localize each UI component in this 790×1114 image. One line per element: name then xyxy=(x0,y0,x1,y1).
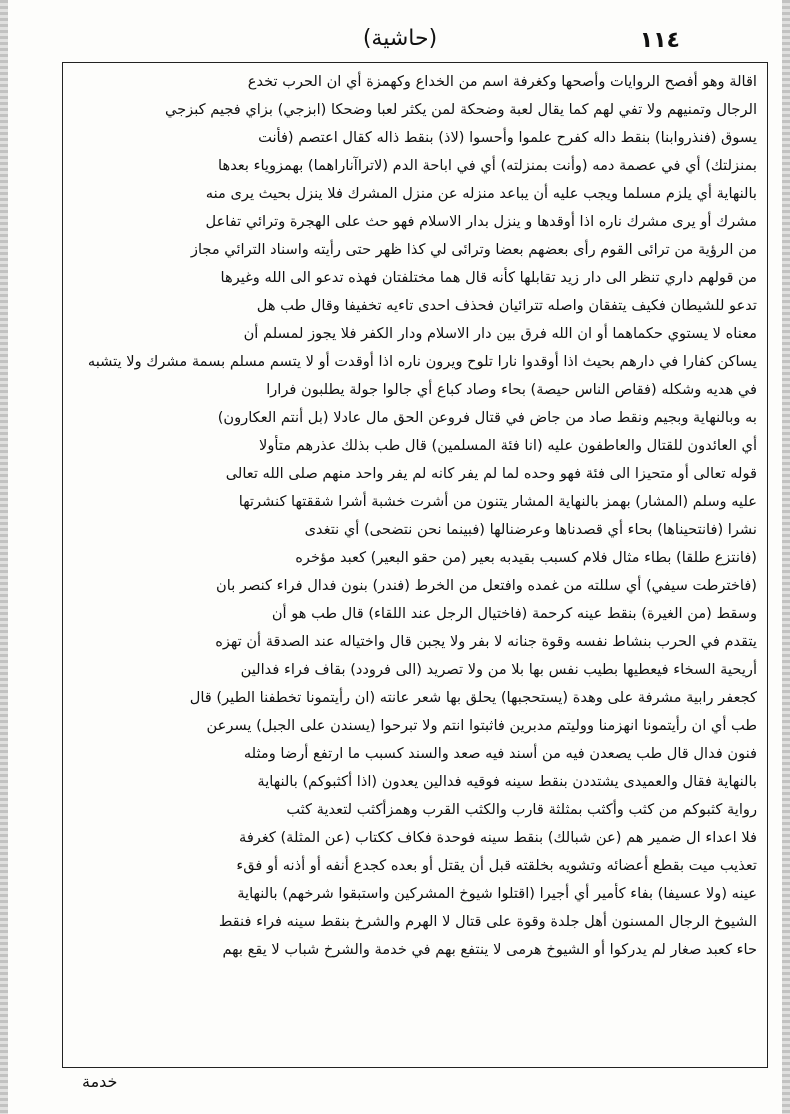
text-line: في هديه وشكله (فقاص الناس حيصة) بحاء وصاد كباع أي جالوا جولة يطلبون فرارا xyxy=(266,381,757,398)
text-line: كجعفر رابية مشرفة على وهدة (يستحجبها) يحلق بها شعر عانته (ان رأيتمونا تخطفنا الطير) قال xyxy=(189,689,757,706)
text-line: (فاخترطت سيفي) أي سللته من غمده وافتعل من الخرط (فندر) بنون فدال فراء كنصر بان xyxy=(216,577,757,594)
text-line: يتقدم في الحرب بنشاط نفسه وقوة جنانه لا بفر ولا يجبن قال واختياله عند الصدقة أن تهزه xyxy=(215,633,757,650)
text-body xyxy=(73,68,757,1061)
text-line: الرجال وتمنيهم ولا تفي لهم كما يقال لعبة وضحكة لمن يكثر لعبا وضحكا (ابزجي) بزاي فجيم كبزجي xyxy=(165,101,757,118)
text-frame xyxy=(62,62,768,1068)
text-line: طب أي ان رأيتمونا انهزمنا ووليتم مدبرين فاثبتوا انتم ولا تبرحوا (يسندن على الجبل) يسرعن xyxy=(206,717,757,734)
text-line: يساكن كفارا في دارهم بحيث اذا أوقدوا نارا تلوح ويرون ناره اذا أوقدت أو لا يتسم مسلم بسمة مشرك ولا يتشبه xyxy=(87,353,757,370)
scan-edge-left xyxy=(0,0,8,1114)
text-line: بالنهاية فقال والعميدى يشتددن بنقط سينه فوقيه فدالين يعدون (اذا أكثبوكم) بالنهاية xyxy=(257,773,757,790)
text-line: مشرك أو يرى مشرك ناره اذا أوقدها و ينزل بدار الاسلام فهو حث على الهجرة وترائي تفاعل xyxy=(205,213,757,230)
text-line: عينه (ولا عسيفا) بفاء كأمير أي أجيرا (اقتلوا شيوخ المشركين واستبقوا شرخهم) بالنهاية xyxy=(237,885,757,902)
text-line: عليه وسلم (المشار) بهمز بالنهاية المشار يتنون من أشرت خشبة أشرا شققتها كنشرتها xyxy=(238,493,757,510)
text-line: نشرا (فانتحيناها) بحاء أي قصدناها وعرضنالها (فبينما نحن نتضحى) أي نتغدى xyxy=(304,521,757,538)
text-line: (فانتزع طلقا) بطاء مثال فلام كسبب بقيدبه بعير (من حقو البعير) كعبد مؤخره xyxy=(295,549,757,566)
scan-edge-right xyxy=(782,0,790,1114)
text-line: قوله تعالى أو متحيزا الى فئة فهو وحده لما لم يفر كانه لم يفر واحد منهم صلى الله تعالى xyxy=(225,465,757,482)
text-line: وسقط (من الغيرة) بنقط عينه كرحمة (فاختيال الرجل عند اللقاء) قال طب هو أن xyxy=(271,605,757,622)
text-line: فنون فدال قال طب يصعدن فيه من أسند فيه صعد والسند كسبب ما ارتفع أرضا ومثله xyxy=(243,745,757,762)
text-line: أريحية السخاء فيعطيها بطيب نفس بها بلا من ولا تصريد (الى فرودد) بقاف فراء فدالين xyxy=(240,661,757,678)
text-line: يسوق (فنذروابنا) بنقط داله كفرح علموا وأحسوا (لاذ) بنقط ذاله كقال اعتصم (فأنت xyxy=(258,129,757,146)
text-line: حاء كعبد صغار لم يدركوا أو الشيوخ هرمى لا ينتفع بهم في خدمة والشرخ شباب لا يقع بهم xyxy=(222,941,757,958)
text-line: اقالة وهو أفصح الروايات وأصحها وكغرفة اسم من الخداع وكهمزة أي ان الحرب تخدع xyxy=(247,73,757,90)
text-line: تعذيب ميت بقطع أعضائه وتشويه بخلقته قبل أن يقتل أو بعده كجدع أنفه أو أذنه أو فقء xyxy=(236,857,757,874)
text-line: به وبالنهاية وبجيم ونقط صاد من جاض في قتال فروعن الحق مال عادلا (بل أنتم العكارون) xyxy=(217,409,757,426)
page-number: ١١٤ xyxy=(639,28,680,53)
text-line: من قولهم داري تنظر الى دار زيد تقابلها كأنه قال هما مختلفتان فهذه تدعو الى الله وغيرها xyxy=(220,269,757,286)
text-line: أي العائدون للقتال والعاطفون عليه (انا فئة المسلمين) قال طب بذلك عذرهم متأولا xyxy=(259,437,757,454)
section-title: (حاشية) xyxy=(362,26,438,51)
text-line: الشيوخ الرجال المسنون أهل جلدة وقوة على قتال لا الهرم والشرخ بنقط سينه فراء فنقط xyxy=(218,913,757,930)
text-line: بالنهاية أي يلزم مسلما ويجب عليه أن يباعد منزله عن منزل المشرك فلا ينزل بحيث يرى منه xyxy=(205,185,757,202)
text-line: رواية كثبوكم من كثب وأكثب بمثلثة قارب والكثب القرب وهمزأكثب لتعدية كثب xyxy=(286,801,757,818)
page-header xyxy=(60,26,740,60)
text-line: تدعو للشيطان فكيف يتفقان واصله تترائيان فحذف احدى تاءيه تخفيفا وقال طب هل xyxy=(256,297,757,314)
catchword: خدمة xyxy=(82,1072,118,1091)
text-line: معناه لا يستوي حكماهما أو ان الله فرق بين دار الاسلام ودار الكفر فلا يجوز لمسلم أن xyxy=(243,325,757,342)
text-line: بمنزلتك) أي في عصمة دمه (وأنت بمنزلته) أي في اباحة الدم (لاتراآناراهما) بهمزوياء بعدها xyxy=(218,157,757,174)
text-line: من الرؤية من ترائى القوم رأى بعضهم بعضا وترائى لي كذا ظهر حتى رأيته واسناد الترائي مجاز xyxy=(190,241,757,258)
text-line: فلا اعداء ال ضمير هم (عن شبالك) بنقط سينه فوحدة فكاف ككتاب (عن المثلة) كغرفة xyxy=(239,829,757,846)
